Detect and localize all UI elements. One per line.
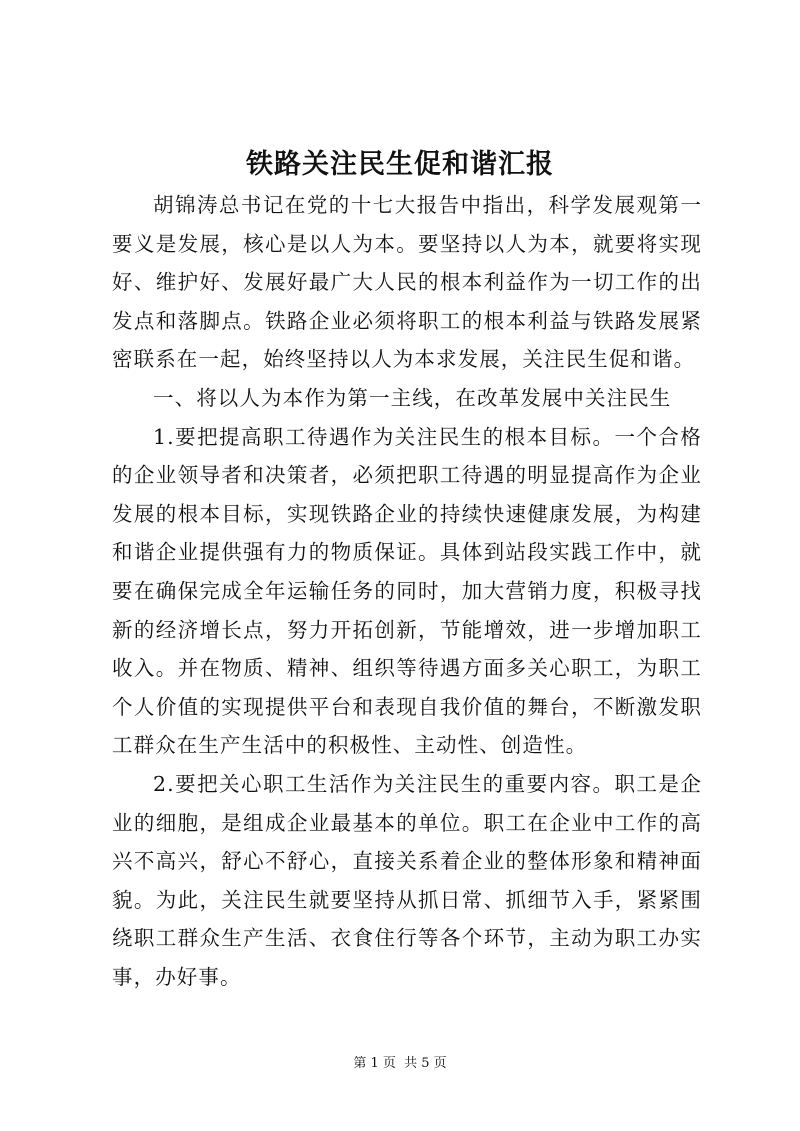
paragraph-point-2: 2.要把关心职工生活作为关注民生的重要内容。职工是企业的细胞，是组成企业最基本的单位。职工在企业中工作的高兴不高兴，舒心不舒心，直接关系着企业的整体形象和精神面貌。为此，关注民生就要坚持从抓日常、抓细节入手，紧紧围绕职工群众生产生活、衣食住行等各个环节，主动为职工办实事，办好事。 [112,771,702,989]
section-heading-1: 一、将以人为本作为第一主线，在改革发展中关注民生 [153,385,672,410]
paragraph-intro: 胡锦涛总书记在党的十七大报告中指出，科学发展观第一要义是发展，核心是以人为本。要坚持以人为本，就要将实现好、维护好、发展好最广大人民的根本利益作为一切工作的出发点和落脚点。铁路企业必须将职工的根本利益与铁路发展紧密联系在一起，始终坚持以人为本求发展，关注民生促和谐。 [112,193,702,372]
page-number: 第 1 页 [353,1056,396,1071]
document-title: 铁路关注民生促和谐汇报 [246,149,554,180]
page-total: 共 5 页 [404,1056,447,1071]
document-body [112,186,702,996]
page-footer [0,1052,800,1071]
paragraph-point-1: 1.要把提高职工待遇作为关注民生的根本目标。一个合格的企业领导者和决策者，必须把职工待遇的明显提高作为企业发展的根本目标，实现铁路企业的持续快速健康发展，为构建和谐企业提供强有力的物质保证。具体到站段实践工作中，就要在确保完成全年运输任务的同时，加大营销力度，积极寻找新的经济增长点，努力开拓创新，节能增效，进一步增加职工收入。并在物质、精神、组织等待遇方面多关心职工，为职工个人价值的实现提供平台和表现自我价值的舞台，不断激发职工群众在生产生活中的积极性、主动性、创造性。 [112,424,702,758]
